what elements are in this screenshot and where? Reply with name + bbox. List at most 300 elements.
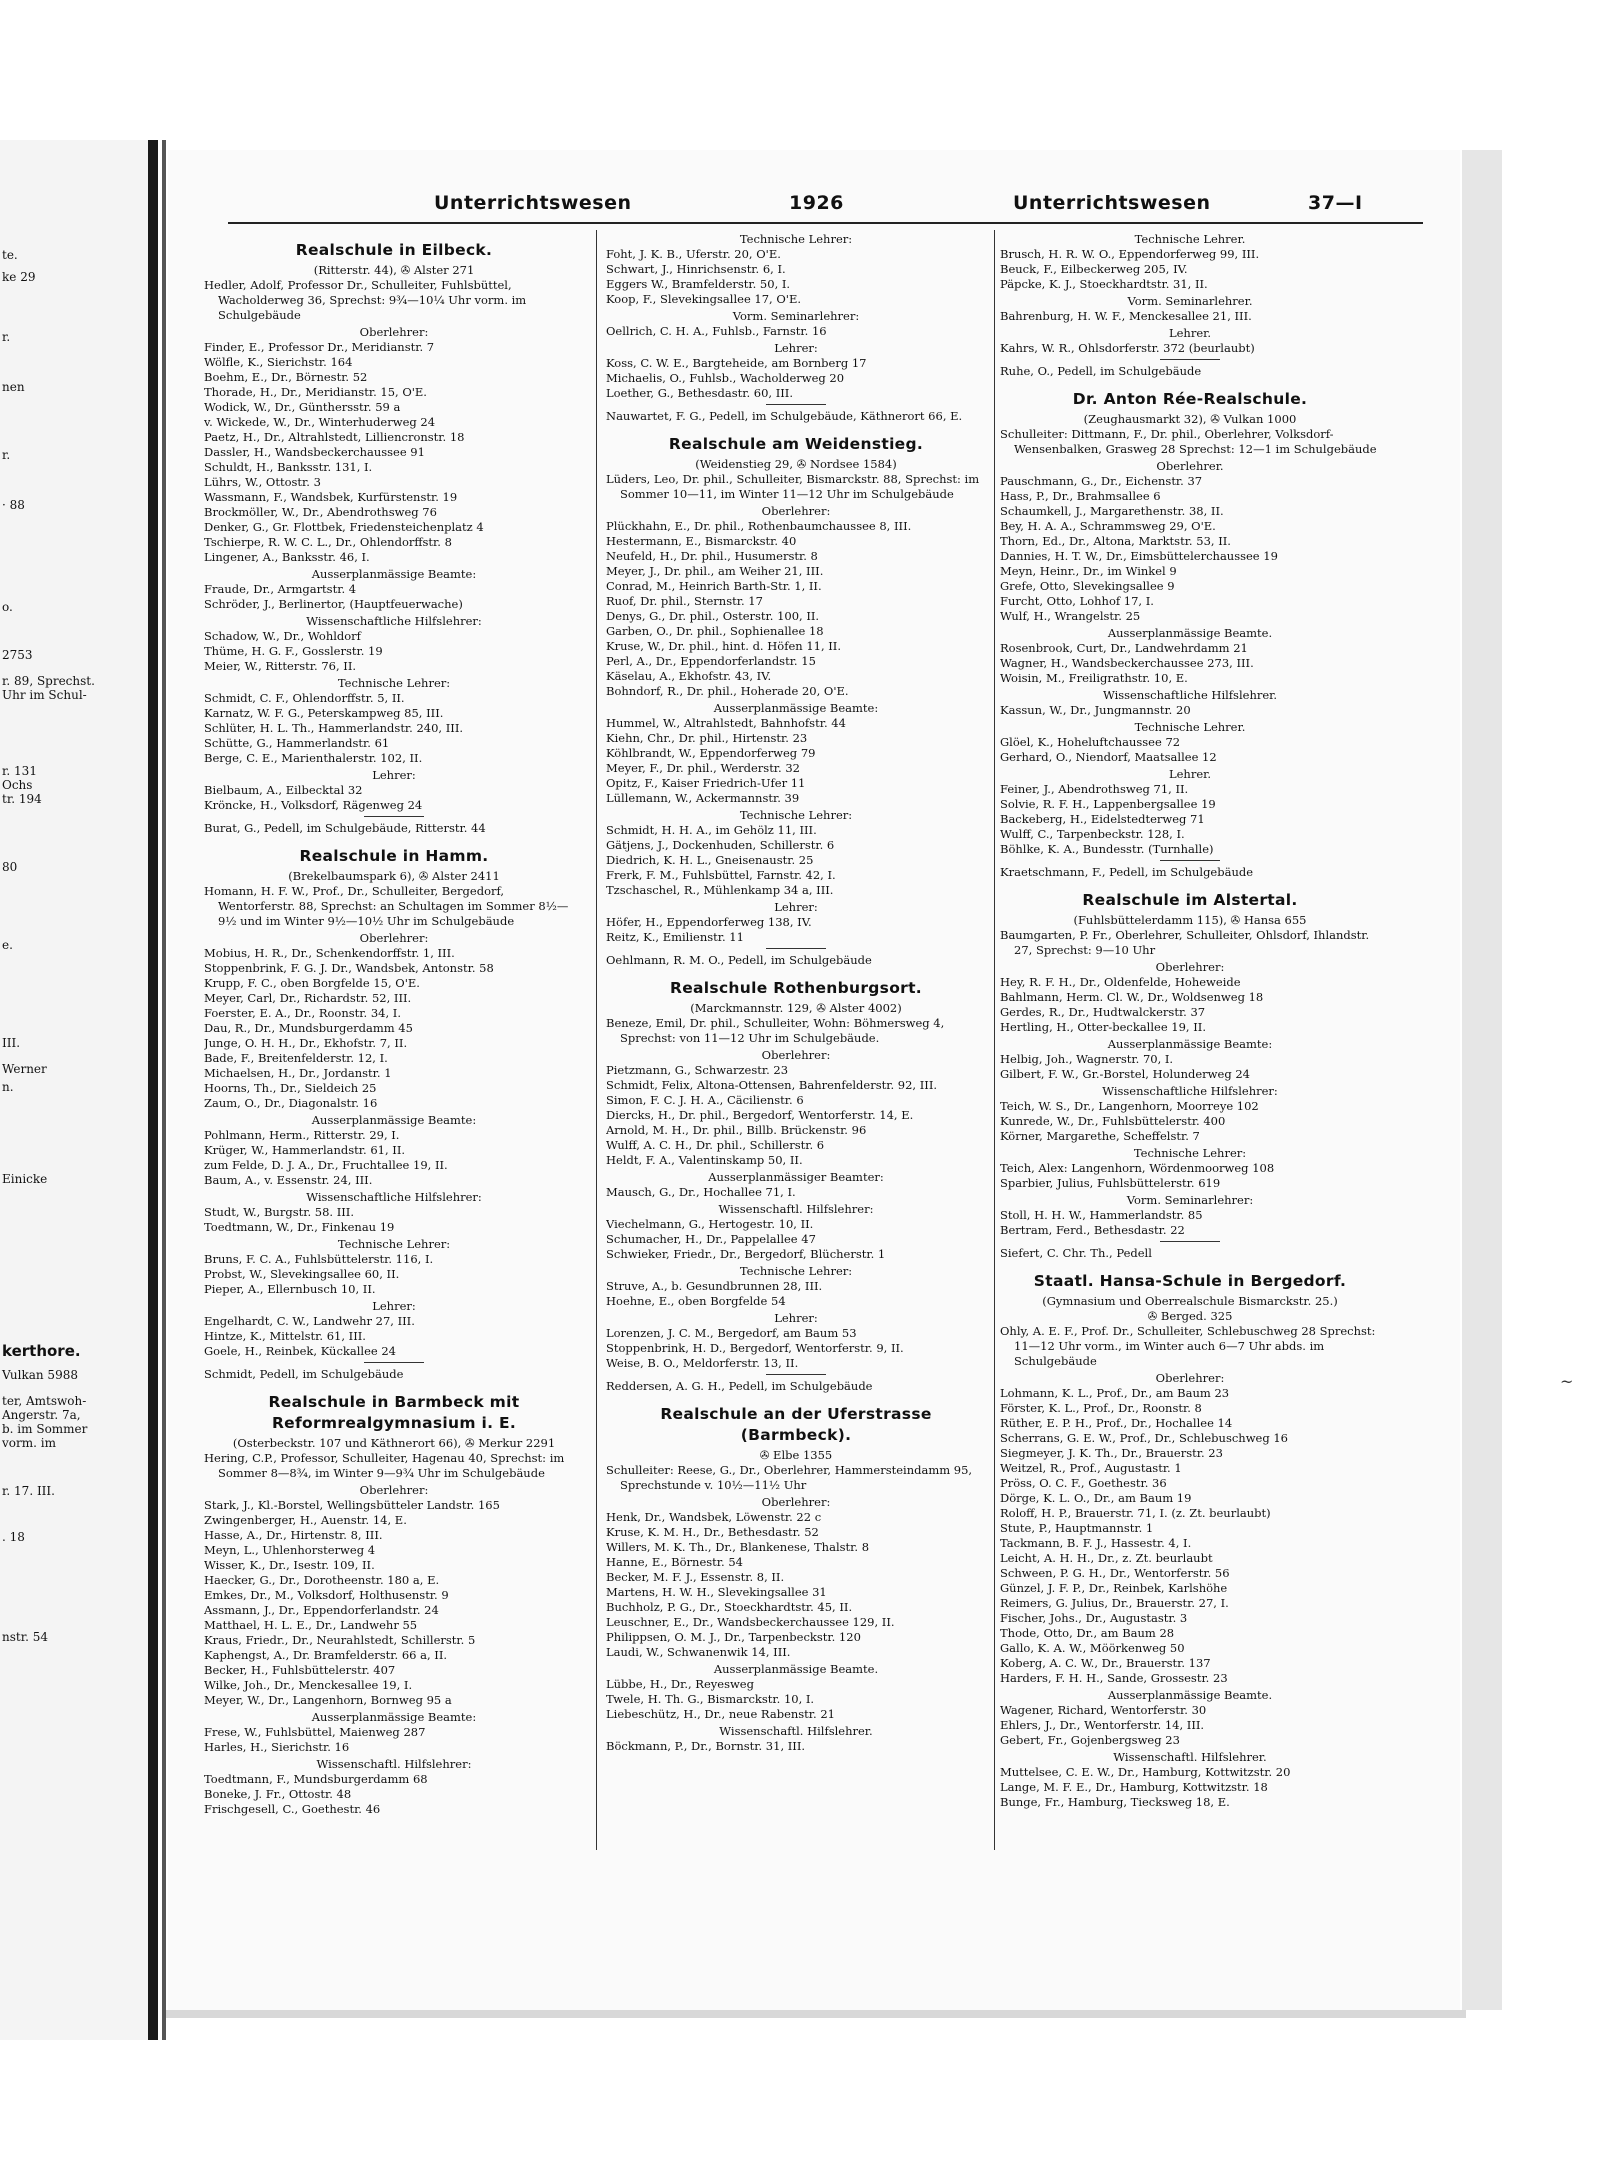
staff-category: Technische Lehrer: <box>1133 1146 1247 1160</box>
school-address: ✇ Berged. 325 <box>1147 1309 1233 1323</box>
staff-category: Wissenschaftl. Hilfslehrer: <box>718 1202 874 1216</box>
staff-category: Vorm. Seminarlehrer: <box>732 309 860 323</box>
staff-entry: Meyer, J., Dr. phil., am Weiher 21, III. <box>606 564 824 578</box>
head-entry: Nauwartet, F. G., Pedell, im Schulgebäude, Käthnerort 66, E. <box>606 409 963 423</box>
staff-entry: Henk, Dr., Wandsbek, Löwenstr. 22 c <box>606 1510 822 1524</box>
staff-entry: Backeberg, H., Eidelstedterweg 71 <box>1000 812 1205 826</box>
staff-category: Technische Lehrer. <box>1134 720 1246 734</box>
staff-entry: Bahrenburg, H. W. F., Menckesallee 21, III. <box>1000 309 1252 323</box>
staff-entry: Becker, H., Fuhlsbüttelerstr. 407 <box>204 1663 396 1677</box>
staff-entry: Lorenzen, J. C. M., Bergedorf, am Baum 53 <box>606 1326 857 1340</box>
staff-entry: Lührs, W., Ottostr. 3 <box>204 475 321 489</box>
staff-category: Oberlehrer: <box>761 1048 831 1062</box>
school-heading: Realschule an der Uferstrasse (Barmbeck). <box>660 1405 932 1444</box>
staff-entry: Kruse, K. M. H., Dr., Bethesdastr. 52 <box>606 1525 819 1539</box>
school-address: (Marckmannstr. 129, ✇ Alster 4002) <box>690 1001 902 1015</box>
separator-rule <box>1160 860 1220 861</box>
staff-category: Ausserplanmässige Beamte. <box>1107 1688 1273 1702</box>
head-entry: Hedler, Adolf, Professor Dr., Schulleiter, Fuhlsbüttel, Wacholderweg 36, Sprechst: 9¾—10¼ Uhr vorm. im Schulgebäude <box>204 278 527 322</box>
school-heading: Realschule in Barmbeck mit Reformrealgymnasium i. E. <box>268 1393 520 1432</box>
staff-entry: Neufeld, H., Dr. phil., Husumerstr. 8 <box>606 549 818 563</box>
staff-category: Oberlehrer: <box>1155 960 1225 974</box>
staff-entry: Pohlmann, Herm., Ritterstr. 29, I. <box>204 1128 400 1142</box>
staff-category: Ausserplanmässige Beamte: <box>713 701 879 715</box>
staff-entry: Körner, Margarethe, Scheffelstr. 7 <box>1000 1129 1200 1143</box>
staff-entry: Mausch, G., Dr., Hochallee 71, I. <box>606 1185 796 1199</box>
column-divider <box>994 230 995 1850</box>
staff-entry: Zaum, O., Dr., Diagonalstr. 16 <box>204 1096 378 1110</box>
separator-rule <box>766 948 826 949</box>
staff-entry: Toedtmann, W., Dr., Finkenau 19 <box>204 1220 395 1234</box>
staff-entry: Denker, G., Gr. Flottbek, Friedensteichenplatz 4 <box>204 520 484 534</box>
binding-shadow <box>148 140 158 2040</box>
staff-entry: Krüger, W., Hammerlandstr. 61, II. <box>204 1143 406 1157</box>
scan-bottom-edge <box>166 2010 1466 2018</box>
staff-entry: Muttelsee, C. E. W., Dr., Hamburg, Kottwitzstr. 20 <box>1000 1765 1291 1779</box>
staff-entry: Probst, W., Slevekingsallee 60, II. <box>204 1267 400 1281</box>
staff-entry: Heldt, F. A., Valentinskamp 50, II. <box>606 1153 803 1167</box>
staff-entry: Gerdes, R., Dr., Hudtwalckerstr. 37 <box>1000 1005 1206 1019</box>
head-entry: Homann, H. F. W., Prof., Dr., Schulleiter, Bergedorf, Wentorferstr. 88, Sprechst: an Schultagen im Sommer 8½—9½ und im Winter 9½—10½ Uhr im Schulgebäude <box>204 884 569 928</box>
separator-rule <box>1160 359 1220 360</box>
staff-category: Wissenschaftl. Hilfslehrer: <box>316 1757 472 1771</box>
head-entry: Beneze, Emil, Dr. phil., Schulleiter, Wohn: Böhmersweg 4, Sprechst: von 11—12 Uhr im Schulgebäude. <box>606 1016 945 1045</box>
staff-entry: Brusch, H. R. W. O., Eppendorferweg 99, III. <box>1000 247 1260 261</box>
left-page-fragment: r. 131 <box>2 764 37 778</box>
staff-entry: Foht, J. K. B., Uferstr. 20, O'E. <box>606 247 781 261</box>
staff-entry: Höfer, H., Eppendorferweg 138, IV. <box>606 915 812 929</box>
staff-entry: Hestermann, E., Bismarckstr. 40 <box>606 534 797 548</box>
staff-entry: Pieper, A., Ellernbusch 10, II. <box>204 1282 376 1296</box>
staff-entry: Foerster, E. A., Dr., Roonstr. 34, I. <box>204 1006 401 1020</box>
staff-category: Technische Lehrer: <box>337 1237 451 1251</box>
staff-entry: Kraetschmann, F., Pedell, im Schulgebäude <box>1000 865 1254 879</box>
left-page-fragment: r. 89, Sprechst. <box>2 674 95 688</box>
staff-entry: Hertling, H., Otter-beckallee 19, II. <box>1000 1020 1206 1034</box>
left-page-fragment: e. <box>2 938 13 952</box>
staff-category: Ausserplanmässiger Beamter: <box>708 1170 884 1184</box>
staff-entry: Schmidt, C. F., Ohlendorffstr. 5, II. <box>204 691 405 705</box>
staff-entry: Loether, G., Bethesdastr. 60, III. <box>606 386 793 400</box>
staff-entry: Tzschaschel, R., Mühlenkamp 34 a, III. <box>606 883 834 897</box>
staff-entry: Brockmöller, W., Dr., Abendrothsweg 76 <box>204 505 437 519</box>
school-address: (Osterbeckstr. 107 und Käthnerort 66), ✇ Merkur 2291 <box>232 1436 556 1450</box>
page-number: 37—I <box>1308 192 1363 214</box>
staff-entry: Förster, K. L., Prof., Dr., Roonstr. 8 <box>1000 1401 1202 1415</box>
staff-entry: Wagener, Richard, Wentorferstr. 30 <box>1000 1703 1207 1717</box>
staff-entry: Scherrans, G. E. W., Prof., Dr., Schlebuschweg 16 <box>1000 1431 1288 1445</box>
staff-entry: Bohndorf, R., Dr. phil., Hoherade 20, O'E. <box>606 684 849 698</box>
staff-entry: Koss, C. W. E., Bargteheide, am Bornberg 17 <box>606 356 867 370</box>
staff-entry: Gallo, K. A. W., Möörkenweg 50 <box>1000 1641 1185 1655</box>
staff-entry: Reitz, K., Emilienstr. 11 <box>606 930 744 944</box>
left-page-fragment: Vulkan 5988 <box>2 1368 78 1382</box>
staff-entry: Becker, M. F. J., Essenstr. 8, II. <box>606 1570 785 1584</box>
staff-entry: Bielbaum, A., Eilbecktal 32 <box>204 783 363 797</box>
left-page-fragment: nen <box>2 380 25 394</box>
staff-entry: Krupp, F. C., oben Borgfelde 15, O'E. <box>204 976 420 990</box>
staff-entry: Dannies, H. T. W., Dr., Eimsbüttelerchaussee 19 <box>1000 549 1278 563</box>
separator-rule <box>1160 1241 1220 1242</box>
staff-entry: Bertram, Ferd., Bethesdastr. 22 <box>1000 1223 1185 1237</box>
staff-entry: Thode, Otto, Dr., am Baum 28 <box>1000 1626 1175 1640</box>
staff-entry: Michaelsen, H., Dr., Jordanstr. 1 <box>204 1066 392 1080</box>
head-entry: Schulleiter: Dittmann, F., Dr. phil., Oberlehrer, Volksdorf-Wensenbalken, Grasweg 28 Sprechst: 12—1 im Schulgebäude <box>1000 427 1377 456</box>
staff-entry: Schröder, J., Berlinertor, (Hauptfeuerwache) <box>204 597 463 611</box>
staff-entry: Harles, H., Sierichstr. 16 <box>204 1740 350 1754</box>
staff-entry: Hey, R. F. H., Dr., Oldenfelde, Hoheweide <box>1000 975 1241 989</box>
staff-entry: Weise, B. O., Meldorferstr. 13, II. <box>606 1356 799 1370</box>
staff-entry: Reddersen, A. G. H., Pedell, im Schulgebäude <box>606 1379 873 1393</box>
staff-entry: Schaumkell, J., Margarethenstr. 38, II. <box>1000 504 1224 518</box>
staff-entry: Böhlke, K. A., Bundesstr. (Turnhalle) <box>1000 842 1214 856</box>
school-heading: Dr. Anton Rée-Realschule. <box>1072 390 1308 408</box>
column-divider <box>596 230 597 1850</box>
staff-entry: Philippsen, O. M. J., Dr., Tarpenbeckstr. 120 <box>606 1630 861 1644</box>
staff-entry: Stark, J., Kl.-Borstel, Wellingsbütteler Landstr. 165 <box>204 1498 500 1512</box>
staff-entry: Pauschmann, G., Dr., Eichenstr. 37 <box>1000 474 1203 488</box>
staff-entry: Meyn, L., Uhlenhorsterweg 4 <box>204 1543 376 1557</box>
staff-entry: Furcht, Otto, Lohhof 17, I. <box>1000 594 1154 608</box>
staff-entry: Kassun, W., Dr., Jungmannstr. 20 <box>1000 703 1191 717</box>
staff-entry: Tackmann, B. F. J., Hassestr. 4, I. <box>1000 1536 1192 1550</box>
header-section-right: Unterrichtswesen <box>1013 192 1211 214</box>
staff-entry: Hanne, E., Börnestr. 54 <box>606 1555 743 1569</box>
left-page-fragment: r. <box>2 330 11 344</box>
ink-mark: ~ <box>1560 1372 1574 1391</box>
staff-entry: Wulf, H., Wrangelstr. 25 <box>1000 609 1141 623</box>
staff-entry: Paetz, H., Dr., Altrahlstedt, Lilliencronstr. 18 <box>204 430 465 444</box>
left-page-fragment: n. <box>2 1080 14 1094</box>
column-1 <box>204 230 584 1817</box>
school-address: ✇ Elbe 1355 <box>759 1448 833 1462</box>
staff-category: Ausserplanmässige Beamte: <box>311 1710 477 1724</box>
staff-entry: Günzel, J. F. P., Dr., Reinbek, Karlshöhe <box>1000 1581 1228 1595</box>
school-address: (Ritterstr. 44), ✇ Alster 271 <box>313 263 475 277</box>
staff-entry: Stute, P., Hauptmannstr. 1 <box>1000 1521 1154 1535</box>
left-page-fragment: 80 <box>2 860 18 874</box>
staff-category: Lehrer: <box>774 1311 818 1325</box>
staff-entry: Koop, F., Slevekingsallee 17, O'E. <box>606 292 802 306</box>
staff-entry: Ruhe, O., Pedell, im Schulgebäude <box>1000 364 1202 378</box>
left-page-fragment: Ochs <box>2 778 33 792</box>
left-page-fragment: nstr. 54 <box>2 1630 49 1644</box>
staff-entry: Oehlmann, R. M. O., Pedell, im Schulgebäude <box>606 953 872 967</box>
staff-entry: Boehm, E., Dr., Börnestr. 52 <box>204 370 368 384</box>
staff-entry: Ehlers, J., Dr., Wentorferstr. 14, III. <box>1000 1718 1205 1732</box>
school-heading: Realschule Rothenburgsort. <box>670 979 922 997</box>
left-page-fragment: r. <box>2 448 11 462</box>
separator-rule <box>364 1362 424 1363</box>
head-entry: Schulleiter: Reese, G., Dr., Oberlehrer, Hammersteindamm 95, Sprechstunde v. 10½—11½ Uhr <box>606 1463 973 1492</box>
staff-entry: Assmann, J., Dr., Eppendorferlandstr. 24 <box>204 1603 439 1617</box>
staff-entry: Oellrich, C. H. A., Fuhlsb., Farnstr. 16 <box>606 324 827 338</box>
staff-entry: Viechelmann, G., Hertogestr. 10, II. <box>606 1217 814 1231</box>
staff-entry: Diercks, H., Dr. phil., Bergedorf, Wentorferstr. 14, E. <box>606 1108 914 1122</box>
staff-entry: Lübbe, H., Dr., Reyesweg <box>606 1677 754 1691</box>
staff-entry: Studt, W., Burgstr. 58. III. <box>204 1205 354 1219</box>
staff-entry: Schwieker, Friedr., Dr., Bergedorf, Blücherstr. 1 <box>606 1247 886 1261</box>
staff-category: Oberlehrer: <box>359 1483 429 1497</box>
school-address: (Fuhlsbüttelerdamm 115), ✇ Hansa 655 <box>1073 913 1307 927</box>
staff-category: Technische Lehrer. <box>1134 232 1246 246</box>
staff-category: Wissenschaftliche Hilfslehrer: <box>306 1190 482 1204</box>
left-page-fragment: Uhr im Schul- <box>2 688 87 702</box>
staff-entry: Frerk, F. M., Fuhlsbüttel, Farnstr. 42, I. <box>606 868 836 882</box>
left-page-fragment: tr. 194 <box>2 792 42 806</box>
school-heading: Realschule in Hamm. <box>299 847 489 865</box>
staff-entry: Bahlmann, Herm. Cl. W., Dr., Woldsenweg 18 <box>1000 990 1264 1004</box>
staff-category: Oberlehrer: <box>1155 1371 1225 1385</box>
staff-entry: Lüllemann, W., Ackermannstr. 39 <box>606 791 800 805</box>
staff-entry: Thüme, H. G. F., Gosslerstr. 19 <box>204 644 383 658</box>
staff-category: Lehrer: <box>774 341 818 355</box>
staff-entry: Toedtmann, F., Mundsburgerdamm 68 <box>204 1772 428 1786</box>
staff-entry: Ruof, Dr. phil., Sternstr. 17 <box>606 594 763 608</box>
staff-entry: Meyer, Carl, Dr., Richardstr. 52, III. <box>204 991 412 1005</box>
left-page-fragment: 2753 <box>2 648 33 662</box>
staff-entry: Frese, W., Fuhlsbüttel, Maienweg 287 <box>204 1725 426 1739</box>
staff-category: Oberlehrer: <box>761 504 831 518</box>
head-entry: Lüders, Leo, Dr. phil., Schulleiter, Bismarckstr. 88, Sprechst: im Sommer 10—11, im Winter 11—12 Uhr im Schulgebäude <box>606 472 980 501</box>
staff-category: Technische Lehrer: <box>337 676 451 690</box>
head-entry: Baumgarten, P. Fr., Oberlehrer, Schulleiter, Ohlsdorf, Ihlandstr. 27, Sprechst: 9—10 Uhr <box>1000 928 1370 957</box>
staff-category: Wissenschaftliche Hilfslehrer. <box>1102 688 1278 702</box>
staff-entry: Reimers, G. Julius, Dr., Brauerstr. 27, I. <box>1000 1596 1229 1610</box>
left-page-fragment: . 18 <box>2 1530 25 1544</box>
staff-entry: Diedrich, K. H. L., Gneisenaustr. 25 <box>606 853 814 867</box>
staff-entry: Grefe, Otto, Slevekingsallee 9 <box>1000 579 1175 593</box>
staff-entry: Plückhahn, E., Dr. phil., Rothenbaumchaussee 8, III. <box>606 519 912 533</box>
head-entry: Hering, C.P., Professor, Schulleiter, Hagenau 40, Sprechst: im Sommer 8—8¾, im Winter 9—9¾ Uhr im Schulgebäude <box>204 1451 565 1480</box>
staff-entry: Engelhardt, C. W., Landwehr 27, III. <box>204 1314 415 1328</box>
staff-entry: Schadow, W., Dr., Wohldorf <box>204 629 361 643</box>
staff-category: Ausserplanmässige Beamte. <box>1107 626 1273 640</box>
staff-entry: Teich, Alex: Langenhorn, Wördenmoorweg 108 <box>1000 1161 1275 1175</box>
scan-right-edge <box>1462 150 1502 2010</box>
staff-entry: Goele, H., Reinbek, Kückallee 24 <box>204 1344 396 1358</box>
staff-entry: Wisser, K., Dr., Isestr. 109, II. <box>204 1558 375 1572</box>
staff-category: Lehrer: <box>372 1299 416 1313</box>
left-page-fragment: III. <box>2 1036 21 1050</box>
staff-entry: Opitz, F., Kaiser Friedrich-Ufer 11 <box>606 776 806 790</box>
staff-entry: Emkes, Dr., M., Volksdorf, Holthusenstr. 9 <box>204 1588 449 1602</box>
staff-entry: Liebeschütz, H., Dr., neue Rabenstr. 21 <box>606 1707 835 1721</box>
staff-entry: Solvie, R. F. H., Lappenbergsallee 19 <box>1000 797 1216 811</box>
school-heading: Realschule im Alstertal. <box>1082 891 1298 909</box>
staff-entry: Weitzel, R., Prof., Augustastr. 1 <box>1000 1461 1182 1475</box>
staff-entry: Perl, A., Dr., Eppendorferlandstr. 15 <box>606 654 816 668</box>
staff-entry: Matthael, H. L. E., Dr., Landwehr 55 <box>204 1618 418 1632</box>
left-page-fragment: Angerstr. 7a, <box>2 1408 81 1422</box>
directory-page <box>168 150 1574 2010</box>
staff-entry: Wölfle, K., Sierichstr. 164 <box>204 355 353 369</box>
staff-entry: Wilke, Joh., Dr., Menckesallee 19, I. <box>204 1678 413 1692</box>
staff-category: Oberlehrer: <box>359 325 429 339</box>
staff-category: Lehrer: <box>774 900 818 914</box>
school-address: (Weidenstieg 29, ✇ Nordsee 1584) <box>695 457 897 471</box>
staff-entry: Meier, W., Ritterstr. 76, II. <box>204 659 357 673</box>
staff-entry: Köhlbrandt, W., Eppendorferweg 79 <box>606 746 816 760</box>
staff-category: Vorm. Seminarlehrer: <box>1126 1193 1254 1207</box>
staff-entry: Schmidt, Felix, Altona-Ottensen, Bahrenfelderstr. 92, III. <box>606 1078 938 1092</box>
staff-entry: Lange, M. F. E., Dr., Hamburg, Kottwitzstr. 18 <box>1000 1780 1268 1794</box>
staff-entry: Willers, M. K. Th., Dr., Blankenese, Thalstr. 8 <box>606 1540 870 1554</box>
adjacent-page-edge <box>0 140 148 2040</box>
staff-category: Wissenschaftl. Hilfslehrer. <box>719 1724 873 1738</box>
staff-entry: Thorade, H., Dr., Meridianstr. 15, O'E. <box>204 385 427 399</box>
staff-entry: Helbig, Joh., Wagnerstr. 70, I. <box>1000 1052 1174 1066</box>
left-page-fragment: Werner <box>2 1062 47 1076</box>
school-heading: Realschule am Weidenstieg. <box>668 435 924 453</box>
staff-entry: Junge, O. H. H., Dr., Ekhofstr. 7, II. <box>204 1036 408 1050</box>
staff-entry: Schütte, G., Hammerlandstr. 61 <box>204 736 390 750</box>
staff-entry: Mobius, H. R., Dr., Schenkendorffstr. 1, III. <box>204 946 455 960</box>
header-section-left: Unterrichtswesen <box>434 192 632 214</box>
staff-entry: Schumacher, H., Dr., Pappelallee 47 <box>606 1232 816 1246</box>
staff-entry: Haecker, G., Dr., Dorotheenstr. 180 a, E. <box>204 1573 440 1587</box>
left-page-fragment: ter, Amtswoh- <box>2 1394 87 1408</box>
staff-entry: Glöel, K., Hoheluftchaussee 72 <box>1000 735 1181 749</box>
staff-entry: Feiner, J., Abendrothsweg 71, II. <box>1000 782 1189 796</box>
staff-entry: Bruns, F. C. A., Fuhlsbüttelerstr. 116, I. <box>204 1252 434 1266</box>
staff-entry: Simon, F. C. J. H. A., Cäcilienstr. 6 <box>606 1093 804 1107</box>
left-page-fragment: ke 29 <box>2 270 36 284</box>
binding-shadow-inner <box>162 140 166 2040</box>
staff-entry: Bade, F., Breitenfelderstr. 12, I. <box>204 1051 388 1065</box>
staff-entry: Schmidt, H. H. A., im Gehölz 11, III. <box>606 823 817 837</box>
staff-entry: Wagner, H., Wandsbeckerchaussee 273, III. <box>1000 656 1254 670</box>
staff-category: Technische Lehrer: <box>739 1264 853 1278</box>
staff-entry: Pröss, O. C. F., Goethestr. 36 <box>1000 1476 1167 1490</box>
staff-entry: Meyer, F., Dr. phil., Werderstr. 32 <box>606 761 800 775</box>
left-page-fragment: · 88 <box>2 498 25 512</box>
school-address: (Gymnasium und Oberrealschule Bismarckstr. 25.) <box>1042 1294 1338 1308</box>
staff-entry: Arnold, M. H., Dr. phil., Billb. Brückenstr. 96 <box>606 1123 867 1137</box>
staff-category: Ausserplanmässige Beamte: <box>311 1113 477 1127</box>
staff-entry: Dörge, K. L. O., Dr., am Baum 19 <box>1000 1491 1192 1505</box>
staff-entry: Tschierpe, R. W. C. L., Dr., Ohlendorffstr. 8 <box>204 535 452 549</box>
staff-entry: Wulff, C., Tarpenbeckstr. 128, I. <box>1000 827 1185 841</box>
staff-entry: Finder, E., Professor Dr., Meridianstr. 7 <box>204 340 435 354</box>
staff-entry: Wulff, A. C. H., Dr. phil., Schillerstr. 6 <box>606 1138 825 1152</box>
staff-entry: Hasse, A., Dr., Hirtenstr. 8, III. <box>204 1528 383 1542</box>
staff-entry: Laudi, W., Schwanenwik 14, III. <box>606 1645 791 1659</box>
left-page-fragment: kerthore. <box>2 1342 81 1360</box>
separator-rule <box>766 404 826 405</box>
staff-entry: Kraus, Friedr., Dr., Neurahlstedt, Schillerstr. 5 <box>204 1633 476 1647</box>
staff-entry: Lingener, A., Banksstr. 46, I. <box>204 550 370 564</box>
staff-entry: Garben, O., Dr. phil., Sophienallee 18 <box>606 624 824 638</box>
separator-rule <box>364 816 424 817</box>
separator-rule <box>766 1374 826 1375</box>
staff-entry: Leuschner, E., Dr., Wandsbeckerchaussee 129, II. <box>606 1615 895 1629</box>
staff-entry: zum Felde, D. J. A., Dr., Fruchtallee 19, II. <box>204 1158 448 1172</box>
staff-category: Wissenschaftliche Hilfslehrer: <box>1102 1084 1278 1098</box>
staff-entry: Koberg, A. C. W., Dr., Brauerstr. 137 <box>1000 1656 1211 1670</box>
staff-entry: Hintze, K., Mittelstr. 61, III. <box>204 1329 366 1343</box>
staff-entry: Böckmann, P., Dr., Bornstr. 31, III. <box>606 1739 806 1753</box>
staff-entry: Kröncke, H., Volksdorf, Rägenweg 24 <box>204 798 423 812</box>
staff-category: Ausserplanmässige Beamte: <box>311 567 477 581</box>
staff-entry: Schmidt, Pedell, im Schulgebäude <box>204 1367 404 1381</box>
staff-entry: Kahrs, W. R., Ohlsdorferstr. 372 (beurlaubt) <box>1000 341 1255 355</box>
staff-entry: Eggers W., Bramfelderstr. 50, I. <box>606 277 791 291</box>
staff-entry: Harders, F. H. H., Sande, Grossestr. 23 <box>1000 1671 1228 1685</box>
column-2 <box>606 230 986 1754</box>
staff-entry: Stoppenbrink, H. D., Bergedorf, Wentorferstr. 9, II. <box>606 1341 904 1355</box>
head-entry: Ohly, A. E. F., Prof. Dr., Schulleiter, Schlebuschweg 28 Sprechst: 11—12 Uhr vorm., im Winter auch 6—7 Uhr abds. im Schulgebäude <box>1000 1324 1376 1368</box>
staff-entry: Gerhard, O., Niendorf, Maatsallee 12 <box>1000 750 1217 764</box>
staff-entry: Rosenbrook, Curt, Dr., Landwehrdamm 21 <box>1000 641 1248 655</box>
staff-entry: Roloff, H. P., Brauerstr. 71, I. (z. Zt. beurlaubt) <box>1000 1506 1271 1520</box>
staff-entry: Leicht, A. H. H., Dr., z. Zt. beurlaubt <box>1000 1551 1213 1565</box>
staff-entry: Gilbert, F. W., Gr.-Borstel, Holunderweg 24 <box>1000 1067 1250 1081</box>
staff-entry: Hass, P., Dr., Brahmsallee 6 <box>1000 489 1161 503</box>
left-page-fragment: te. <box>2 248 18 262</box>
staff-entry: Lohmann, K. L., Prof., Dr., am Baum 23 <box>1000 1386 1230 1400</box>
staff-category: Lehrer. <box>1168 326 1212 340</box>
staff-entry: Baum, A., v. Essenstr. 24, III. <box>204 1173 373 1187</box>
staff-category: Vorm. Seminarlehrer. <box>1127 294 1253 308</box>
staff-category: Wissenschaftl. Hilfslehrer. <box>1113 1750 1267 1764</box>
staff-category: Ausserplanmässige Beamte. <box>713 1662 879 1676</box>
staff-entry: Struve, A., b. Gesundbrunnen 28, III. <box>606 1279 823 1293</box>
staff-entry: Twele, H. Th. G., Bismarckstr. 10, I. <box>606 1692 815 1706</box>
staff-entry: Michaelis, O., Fuhlsb., Wacholderweg 20 <box>606 371 845 385</box>
staff-entry: Thorn, Ed., Dr., Altona, Marktstr. 53, II. <box>1000 534 1231 548</box>
staff-entry: Meyer, W., Dr., Langenhorn, Bornweg 95 a <box>204 1693 452 1707</box>
staff-entry: Fraude, Dr., Armgartstr. 4 <box>204 582 357 596</box>
staff-entry: Käselau, A., Ekhofstr. 43, IV. <box>606 669 772 683</box>
staff-entry: Schlüter, H. L. Th., Hammerlandstr. 240, III. <box>204 721 464 735</box>
left-page-fragment: Einicke <box>2 1172 48 1186</box>
staff-entry: Conrad, M., Heinrich Barth-Str. 1, II. <box>606 579 822 593</box>
staff-entry: Wassmann, F., Wandsbek, Kurfürstenstr. 19 <box>204 490 458 504</box>
left-page-fragment: b. im Sommer <box>2 1422 88 1436</box>
staff-entry: Berge, C. E., Marienthalerstr. 102, II. <box>204 751 423 765</box>
staff-category: Technische Lehrer: <box>739 808 853 822</box>
staff-entry: Fischer, Johs., Dr., Augustastr. 3 <box>1000 1611 1188 1625</box>
staff-entry: Schuldt, H., Banksstr. 131, I. <box>204 460 373 474</box>
staff-entry: Denys, G., Dr. phil., Osterstr. 100, II. <box>606 609 820 623</box>
staff-entry: Meyn, Heinr., Dr., im Winkel 9 <box>1000 564 1177 578</box>
staff-category: Lehrer: <box>372 768 416 782</box>
staff-category: Ausserplanmässige Beamte: <box>1107 1037 1273 1051</box>
left-page-fragment: r. 17. III. <box>2 1484 55 1498</box>
staff-entry: Boneke, J. Fr., Ottostr. 48 <box>204 1787 352 1801</box>
staff-entry: Kunrede, W., Dr., Fuhlsbüttelerstr. 400 <box>1000 1114 1226 1128</box>
header-year: 1926 <box>789 192 844 214</box>
staff-entry: Woisin, M., Freiligrathstr. 10, E. <box>1000 671 1188 685</box>
staff-category: Oberlehrer. <box>1156 459 1224 473</box>
staff-entry: Schwart, J., Hinrichsenstr. 6, I. <box>606 262 786 276</box>
staff-entry: Kaphengst, A., Dr. Bramfelderstr. 66 a, II. <box>204 1648 448 1662</box>
staff-entry: Dassler, H., Wandsbeckerchaussee 91 <box>204 445 425 459</box>
staff-entry: Dau, R., Dr., Mundsburgerdamm 45 <box>204 1021 413 1035</box>
staff-entry: Kiehn, Chr., Dr. phil., Hirtenstr. 23 <box>606 731 808 745</box>
staff-category: Lehrer. <box>1168 767 1212 781</box>
school-heading: Realschule in Eilbeck. <box>295 241 493 259</box>
staff-entry: Siefert, C. Chr. Th., Pedell <box>1000 1246 1152 1260</box>
staff-entry: Martens, H. W. H., Slevekingsallee 31 <box>606 1585 827 1599</box>
school-heading: Staatl. Hansa-Schule in Bergedorf. <box>1033 1272 1347 1290</box>
staff-entry: Rüther, E. P. H., Prof., Dr., Hochallee 14 <box>1000 1416 1233 1430</box>
column-3 <box>1000 230 1380 1810</box>
staff-entry: Siegmeyer, J. K. Th., Dr., Brauerstr. 23 <box>1000 1446 1223 1460</box>
staff-entry: Beuck, F., Eilbeckerweg 205, IV. <box>1000 262 1188 276</box>
staff-entry: Sparbier, Julius, Fuhlsbüttelerstr. 619 <box>1000 1176 1221 1190</box>
